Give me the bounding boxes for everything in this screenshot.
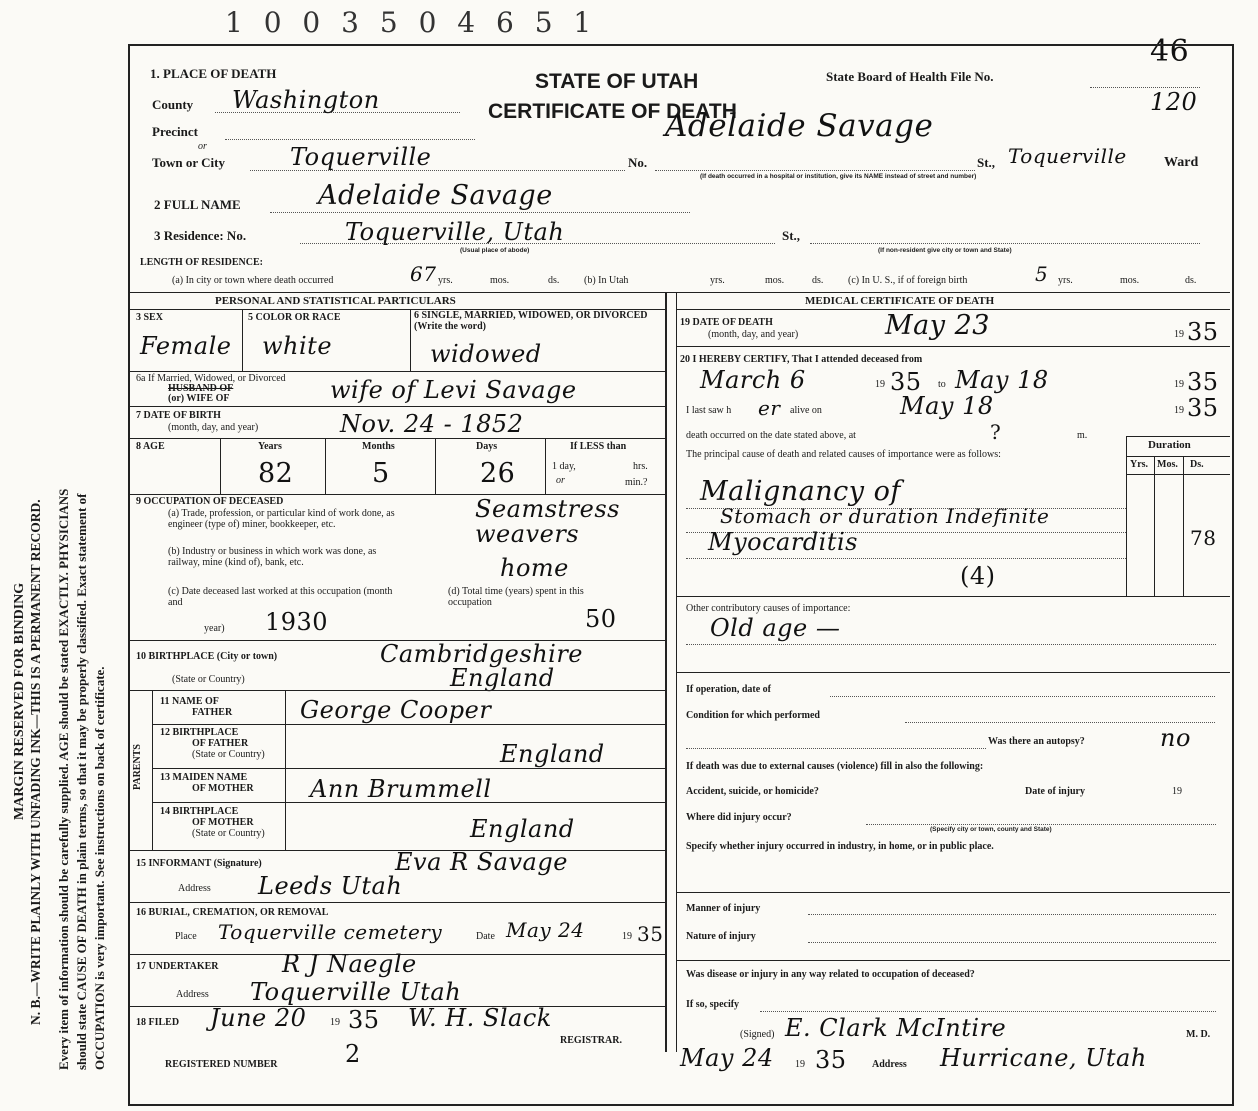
length-yrs-label: yrs. (438, 275, 453, 286)
mother-bp-label-2: OF MOTHER (192, 817, 254, 828)
age-label: 8 AGE (136, 441, 165, 452)
town-label: Town or City (152, 155, 225, 170)
state-title: STATE OF UTAH (535, 70, 699, 93)
months-label: Months (362, 441, 395, 452)
external-causes-label: If death was due to external causes (violence) fill in also the following: (686, 761, 984, 772)
day1-label: 1 day, (552, 461, 576, 472)
injury-date-label: Date of injury (1025, 786, 1085, 797)
file-no-label: State Board of Health File No. (826, 69, 994, 84)
certificate-title: CERTIFICATE OF DEATH (488, 100, 737, 123)
attend-to-year-prefix: 19 (1174, 379, 1184, 390)
mother-label-2: OF MOTHER (192, 783, 254, 794)
mother-bp-label-1: 14 BIRTHPLACE (160, 806, 239, 817)
father-bp-label-3: (State or Country) (192, 749, 265, 760)
filed-date-value: June 20 (210, 1004, 307, 1032)
burial-label: 16 BURIAL, CREMATION, OR REMOVAL (136, 907, 329, 918)
father-bp-label-1: 12 BIRTHPLACE (160, 727, 239, 738)
length-us-label: (c) In U. S., if of foreign birth (848, 275, 968, 286)
occurred-m-label: m. (1077, 430, 1088, 441)
attend-to-value: May 18 (955, 366, 1049, 394)
undertaker-value: R J Naegle (282, 950, 417, 978)
occupation-b-label: (b) Industry or business in which work was done, as railway, mine (kind of), bank, etc. (168, 546, 377, 568)
length-ds-label: ds. (548, 275, 560, 286)
injury-year-prefix: 19 (1172, 786, 1182, 797)
margin-instr-1: Every item of information should be carefully supplied. AGE should be stated EXACTLY. PHYSICIANS (56, 488, 71, 1070)
form-border (128, 44, 1234, 1106)
occupation-d-label: (d) Total time (years) spent in this occupation (448, 586, 584, 608)
informant-address-label: Address (178, 883, 211, 894)
length-utah-ds: ds. (812, 275, 824, 286)
corner-number: 46 (1150, 34, 1190, 69)
town-value: Toquerville (290, 143, 432, 171)
length-utah-yrs: yrs. (710, 275, 725, 286)
length-us-yrs: yrs. (1058, 275, 1073, 286)
marital-label: 6 SINGLE, MARRIED, WIDOWED, OR DIVORCED (Write the word) (414, 310, 648, 332)
cause-3-value: Myocarditis (708, 528, 858, 556)
dod-value: May 23 (885, 310, 990, 341)
length-utah-label: (b) In Utah (584, 275, 629, 286)
undertaker-label: 17 UNDERTAKER (136, 961, 219, 972)
occupation-a-value-1: Seamstress (475, 495, 620, 523)
specify-injury-label: Specify whether injury occurred in industry, in home, or in public place. (686, 841, 994, 852)
certify-label: 20 I HEREBY CERTIFY, That I attended deceased from (680, 354, 923, 365)
occupation-c-value: 1930 (265, 608, 329, 636)
lastsaw-date-value: May 18 (900, 392, 994, 420)
dod-sub-label: (month, day, and year) (708, 329, 799, 340)
margin-instr-2: should state CAUSE OF DEATH in plain terms, so that it may be properly classified. Exact statement of (74, 493, 89, 1070)
dod-label: 19 DATE OF DEATH (680, 317, 773, 328)
margin-instr-3: OCCUPATION is very important. See instructions on back of certificate. (92, 666, 107, 1070)
st-label: St., (977, 155, 996, 170)
ward-label: Ward (1164, 155, 1199, 170)
parents-label: PARENTS (132, 744, 143, 790)
full-name-label: 2 FULL NAME (154, 197, 241, 212)
mother-value: Ann Brummell (310, 775, 492, 803)
operation-label: If operation, date of (686, 684, 771, 695)
cause-duration-days: 78 (1190, 526, 1217, 550)
county-label: County (152, 97, 194, 112)
dob-value: Nov. 24 - 1852 (340, 410, 524, 438)
precinct-label: Precinct (152, 124, 198, 139)
autopsy-label: Was there an autopsy? (988, 736, 1085, 747)
st-value: Toquerville (1008, 144, 1127, 168)
attend-from-value: March 6 (700, 366, 806, 394)
burial-date-label: Date (476, 931, 495, 942)
residence-value: Toquerville, Utah (345, 218, 565, 246)
father-bp-label-2: OF FATHER (192, 738, 249, 749)
attend-to-year: 35 (1187, 368, 1219, 396)
if-so-label: If so, specify (686, 999, 740, 1010)
length-us-mos: mos. (1120, 275, 1140, 286)
color-value: white (262, 332, 333, 360)
other-causes-value: Old age — (710, 614, 841, 642)
length-city-label: (a) In city or town where death occurred (172, 275, 334, 286)
registrar-signature: W. H. Slack (408, 1004, 552, 1032)
lessthan-label: If LESS than (570, 441, 627, 452)
signature-year-value: 35 (815, 1046, 847, 1074)
dob-label: 7 DATE OF BIRTH (136, 410, 221, 421)
name-scrawl: Adelaide Savage (665, 108, 934, 144)
length-utah-mos: mos. (765, 275, 785, 286)
principal-label: The principal cause of death and related causes of importance were as follows: (686, 449, 1001, 460)
length-us-ds: ds. (1185, 275, 1197, 286)
spouse-label-2: HUSBAND OF (168, 383, 234, 394)
autopsy-value: no (1160, 724, 1191, 752)
lastsaw-year-prefix: 19 (1174, 405, 1184, 416)
occupation-a-value-2: weavers (475, 520, 580, 548)
dod-year-prefix: 19 (1174, 329, 1184, 340)
father-label-1: 11 NAME OF (160, 696, 219, 707)
length-mos-label: mos. (490, 275, 510, 286)
duration-label: Duration (1148, 439, 1191, 451)
state-country-label: (State or Country) (172, 674, 245, 685)
disease-occupation-label: Was disease or injury in any way related to occupation of deceased? (686, 969, 975, 980)
file-no-value: 120 (1150, 88, 1198, 116)
lastsaw-her: er (758, 396, 781, 420)
residence-label: 3 Residence: No. (154, 228, 247, 243)
cause-circled: (4) (960, 562, 996, 590)
cause-2-value: Stomach or duration Indefinite (720, 504, 1050, 528)
years-label: Years (258, 441, 282, 452)
or-label: or (198, 141, 207, 152)
undertaker-address-label: Address (176, 989, 209, 1000)
lastsaw-year-value: 35 (1187, 394, 1219, 422)
father-label-2: FATHER (192, 707, 233, 718)
duration-ds-label: Ds. (1190, 459, 1204, 470)
age-years-value: 82 (258, 458, 294, 489)
marital-value: widowed (430, 340, 542, 368)
physician-signature: E. Clark McIntire (785, 1014, 1007, 1042)
age-or-label: or (556, 475, 565, 486)
lastsaw-label: I last saw h (686, 405, 732, 416)
dod-year-value: 35 (1187, 318, 1219, 346)
occupation-label: 9 OCCUPATION OF DECEASED (136, 496, 284, 507)
color-label: 5 COLOR OR RACE (248, 312, 341, 323)
cause-1-value: Malignancy of (700, 476, 901, 507)
other-causes-label: Other contributory causes of importance: (686, 603, 851, 614)
occupation-a-label: (a) Trade, profession, or particular kind of work done, as engineer (type of) miner, bookkeeper, etc. (168, 508, 395, 530)
residence-st-label: St., (782, 228, 801, 243)
nonresident-note: (If non-resident give city or town and State) (878, 247, 1012, 254)
birthplace-city-value: Cambridgeshire (380, 640, 583, 668)
occurred-label: death occurred on the date stated above, at (686, 430, 856, 441)
top-stamp-number: 1 0 0 3 5 0 4 6 5 1 (225, 6, 598, 39)
spouse-label-3: (or) WIFE OF (168, 393, 230, 404)
mother-bp-value: England (470, 815, 575, 843)
condition-label: Condition for which performed (686, 710, 820, 721)
hospital-note: (If death occurred in a hospital or institution, give its NAME instead of street and number) (700, 173, 977, 180)
spouse-label-1: 6a If Married, Widowed, or Divorced (136, 373, 286, 384)
filed-label: 18 FILED (136, 1017, 180, 1028)
filed-year-value: 35 (348, 1006, 380, 1034)
usual-abode-note: (Usual place of abode) (460, 247, 530, 254)
sex-value: Female (140, 332, 232, 360)
occupation-c-year-label: year) (204, 623, 225, 634)
attend-to-label: to (938, 379, 946, 390)
min-label: min.? (625, 477, 648, 488)
margin-nb: N. B.—WRITE PLAINLY WITH UNFADING INK—THIS IS A PERMANENT RECORD. (28, 499, 43, 1025)
registrar-label: REGISTRAR. (560, 1035, 622, 1046)
age-months-value: 5 (372, 458, 390, 489)
attend-from-year-prefix: 19 (875, 379, 885, 390)
signature-year-prefix: 19 (795, 1059, 805, 1070)
spouse-value: wife of Levi Savage (330, 376, 577, 404)
informant-address-value: Leeds Utah (258, 872, 403, 900)
age-days-value: 26 (480, 458, 516, 489)
signed-label: (Signed) (740, 1029, 775, 1040)
length-city-value: 67 (410, 262, 437, 286)
birthplace-country-value: England (450, 664, 555, 692)
duration-mos-label: Mos. (1157, 459, 1178, 470)
length-residence-label: LENGTH OF RESIDENCE: (140, 257, 263, 268)
hrs-label: hrs. (633, 461, 648, 472)
where-injury-note: (Specify city or town, county and State) (930, 826, 1052, 833)
physician-address-value: Hurricane, Utah (940, 1044, 1147, 1072)
sex-label: 3 SEX (136, 312, 163, 323)
occupation-c-label: (c) Date deceased last worked at this occupation (month and (168, 586, 393, 608)
burial-year-prefix: 19 (622, 931, 632, 942)
duration-yrs-label: Yrs. (1130, 459, 1149, 470)
md-label: M. D. (1186, 1029, 1211, 1040)
medical-heading: MEDICAL CERTIFICATE OF DEATH (805, 295, 995, 307)
margin-binding: MARGIN RESERVED FOR BINDING (12, 582, 27, 820)
no-label: No. (628, 155, 648, 170)
days-label: Days (476, 441, 498, 452)
physician-address-label: Address (872, 1059, 907, 1070)
occurred-value: ? (990, 420, 1002, 444)
registered-number-label: REGISTERED NUMBER (165, 1059, 278, 1070)
informant-value: Eva R Savage (395, 848, 568, 876)
length-us-value: 5 (1035, 262, 1049, 286)
mother-bp-label-3: (State or Country) (192, 828, 265, 839)
occupation-b-value: home (500, 554, 569, 582)
dob-sub-label: (month, day, and year) (168, 422, 259, 433)
burial-year-value: 35 (637, 922, 664, 946)
signature-date-value: May 24 (680, 1044, 774, 1072)
birthplace-label: 10 BIRTHPLACE (City or town) (136, 651, 278, 662)
alive-label: alive on (790, 405, 822, 416)
personal-heading: PERSONAL AND STATISTICAL PARTICULARS (215, 295, 456, 307)
burial-place-label: Place (175, 931, 197, 942)
informant-label: 15 INFORMANT (Signature) (136, 858, 262, 869)
mother-label-1: 13 MAIDEN NAME (160, 772, 248, 783)
father-value: George Cooper (300, 696, 492, 724)
where-injury-label: Where did injury occur? (686, 812, 792, 823)
father-bp-value: England (500, 740, 605, 768)
attend-from-year: 35 (890, 368, 922, 396)
place-of-death-label: 1. PLACE OF DEATH (150, 66, 277, 81)
nature-label: Nature of injury (686, 931, 756, 942)
accident-label: Accident, suicide, or homicide? (686, 786, 819, 797)
county-value: Washington (232, 86, 380, 114)
burial-date-value: May 24 (506, 918, 585, 942)
filed-year-prefix: 19 (330, 1017, 340, 1028)
full-name-value: Adelaide Savage (318, 180, 553, 211)
registered-number-value: 2 (345, 1040, 361, 1068)
occupation-d-value: 50 (585, 605, 617, 633)
burial-place-value: Toquerville cemetery (218, 920, 443, 944)
undertaker-address-value: Toquerville Utah (250, 978, 462, 1006)
manner-label: Manner of injury (686, 903, 761, 914)
